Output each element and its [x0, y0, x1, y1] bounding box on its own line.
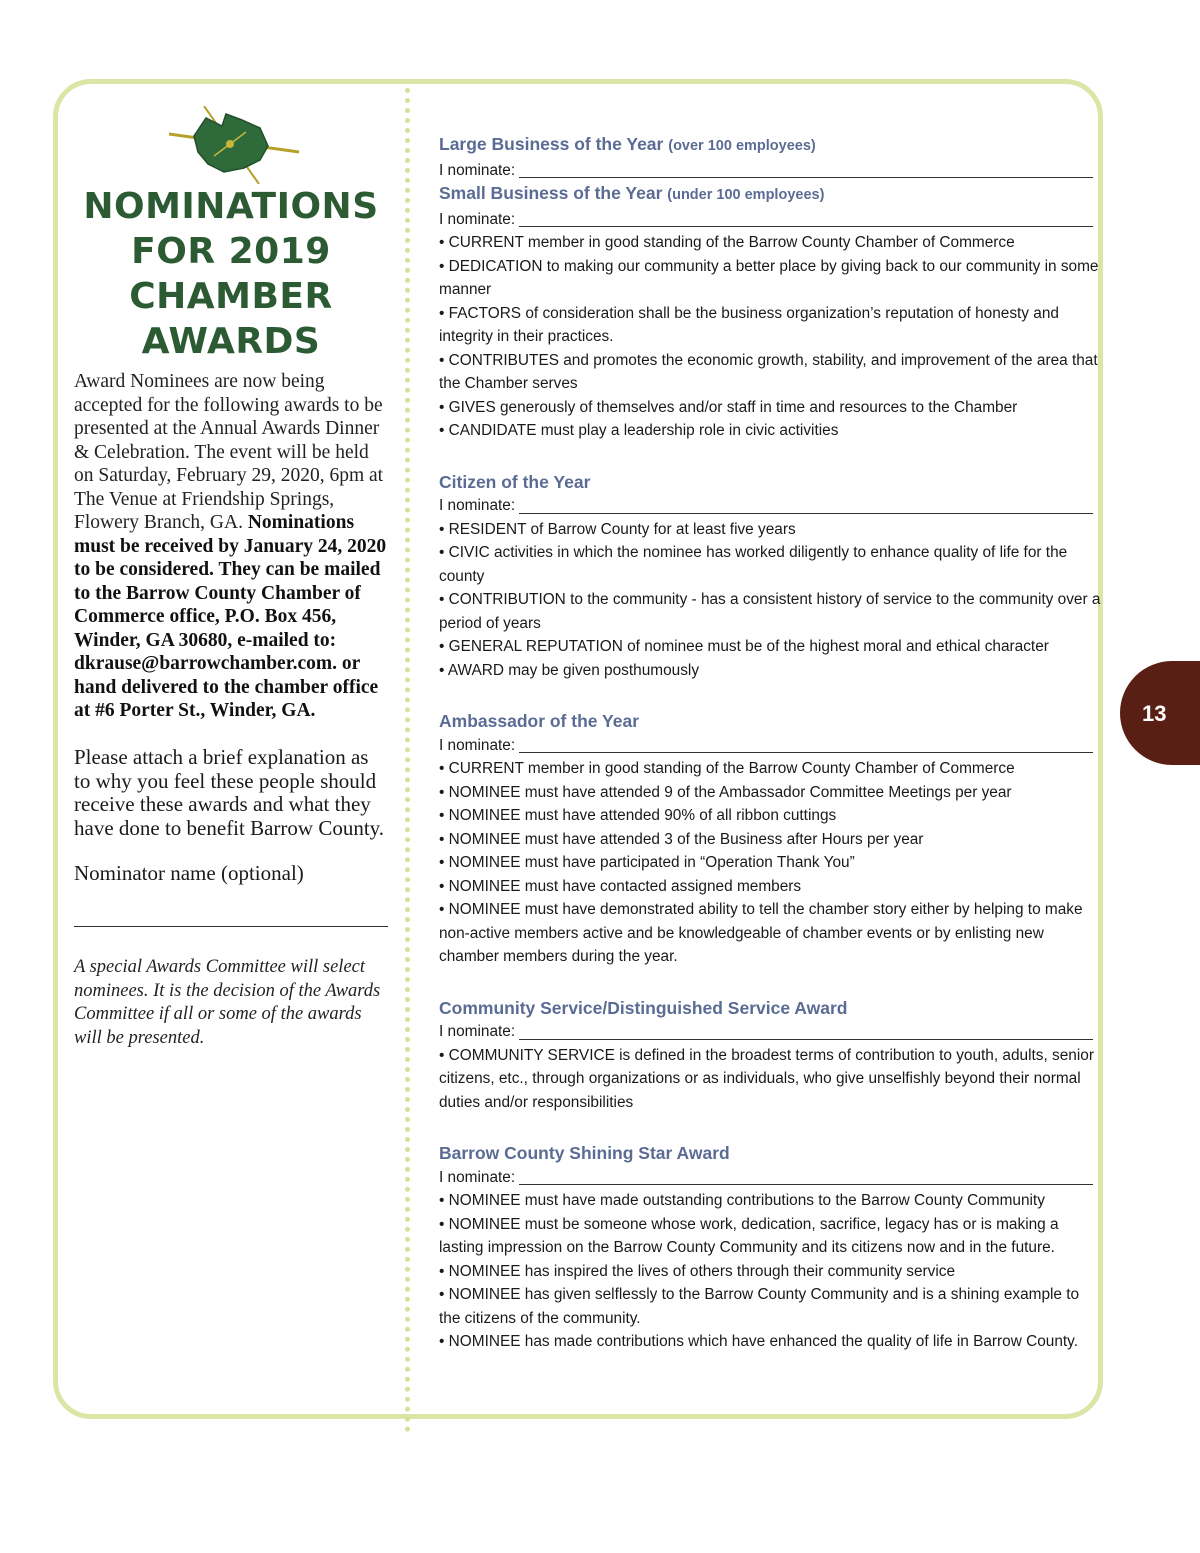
nominate-line	[519, 752, 1093, 753]
criteria-item: • GIVES generously of themselves and/or staff in time and resources to the Chamber	[439, 398, 1018, 416]
section-title-text: Citizen of the Year	[439, 471, 591, 492]
page-title: NOMINATIONS FOR 2019 CHAMBER AWARDS	[83, 186, 379, 362]
column-divider	[405, 88, 410, 1433]
criteria-item: • CURRENT member in good standing of the Barrow County Chamber of Commerce	[439, 234, 1015, 251]
nominate-field[interactable]	[439, 1166, 1093, 1190]
nominator-signature-line[interactable]	[74, 926, 388, 927]
section-gap	[439, 443, 1104, 471]
intro-paragraph	[74, 370, 390, 723]
criteria-item: • NOMINEE must have attended 9 of the Ambassador Committee Meetings per year	[439, 783, 1012, 801]
section-title-text: Large Business of the Year	[439, 134, 664, 154]
nominate-line	[519, 1039, 1093, 1040]
criteria-item: • NOMINEE has given selflessly to the Barrow County Community and is a shining example to the citizens of the community.	[439, 1286, 1080, 1327]
section-title	[439, 182, 1104, 208]
criteria-item: • NOMINEE must have participated in “Operation Thank You”	[439, 854, 855, 871]
award-section	[439, 997, 1104, 1115]
award-section	[439, 133, 1104, 182]
nominate-label: I nominate:	[439, 736, 516, 754]
criteria-item: • RESIDENT of Barrow County for at least five years	[439, 520, 796, 538]
section-title-text: Community Service/Distinguished Service Award	[439, 997, 848, 1018]
criteria-item: • FACTORS of consideration shall be the business organization’s reputation of honesty and integrity in their practices.	[439, 304, 1059, 345]
award-section	[439, 710, 1104, 969]
nominate-line	[519, 1184, 1093, 1185]
criteria-item: • NOMINEE must have attended 90% of all ribbon cuttings	[439, 807, 837, 824]
section-title-text: Small Business of the Year	[439, 183, 663, 203]
nominator-label: Nominator name (optional)	[74, 861, 304, 885]
criteria-item: • NOMINEE must have made outstanding contributions to the Barrow County Community	[439, 1192, 1045, 1209]
section-title	[439, 471, 1104, 495]
intro-deadline-text: Nominations must be received by January 24, 2020 to be considered. They can be mailed to the Barrow County Chamber of Commerce office, P.O. Box 456, Winder, GA 30680, e-mailed to: dkrause@barrowchamber.com. or hand delivered to the chamber office at #6 Porter St., Winder, GA.	[74, 512, 387, 721]
committee-note: A special Awards Committee will select nominees. It is the decision of the Awards Committee if all or some of the awards will be presented.	[74, 957, 381, 1048]
section-title-text: Barrow County Shining Star Award	[439, 1143, 730, 1163]
nominate-line	[519, 177, 1093, 178]
award-section	[439, 471, 1104, 683]
page-number-tab	[1120, 661, 1200, 765]
criteria-item: • NOMINEE has inspired the lives of others through their community service	[439, 1262, 956, 1280]
criteria-item: • DEDICATION to making our community a better place by giving back to our community in some manner	[439, 257, 1099, 298]
nominate-field[interactable]	[439, 494, 1093, 518]
right-column	[439, 133, 1104, 1354]
nominate-label: I nominate:	[439, 210, 516, 228]
criteria-item: • CIVIC activities in which the nominee has worked diligently to enhance quality of life for the county	[439, 544, 1068, 585]
nominate-line	[519, 226, 1093, 227]
nominate-field[interactable]	[439, 1020, 1093, 1044]
nominate-field[interactable]	[439, 159, 1093, 183]
nominate-label: I nominate:	[439, 1168, 516, 1186]
award-section	[439, 182, 1104, 443]
nominate-label: I nominate:	[439, 497, 516, 514]
county-map-logo-icon	[164, 106, 304, 184]
nominate-field[interactable]	[439, 734, 1093, 758]
section-title	[439, 710, 1104, 734]
section-title	[439, 997, 1104, 1021]
award-section	[439, 1142, 1104, 1354]
criteria-item: • CONTRIBUTION to the community - has a consistent history of service to the community over a period of years	[439, 591, 1101, 632]
section-title	[439, 1142, 1104, 1166]
section-gap	[439, 969, 1104, 997]
criteria-item: • CANDIDATE must play a leadership role in civic activities	[439, 422, 839, 439]
criteria-item: • CURRENT member in good standing of the Barrow County Chamber of Commerce	[439, 760, 1015, 777]
nominate-line	[519, 513, 1093, 514]
criteria-item: • GENERAL REPUTATION of nominee must be of the highest moral and ethical character	[439, 638, 1049, 655]
section-subtitle: (under 100 employees)	[667, 187, 825, 203]
nominate-field[interactable]	[439, 208, 1093, 232]
section-subtitle: (over 100 employees)	[668, 138, 816, 154]
page-number: 13	[1142, 701, 1167, 726]
criteria-item: • CONTRIBUTES and promotes the economic growth, stability, and improvement of the area that the Chamber serves	[439, 351, 1098, 392]
intro-text: Award Nominees are now being accepted for the following awards to be presented at the Annual Awards Dinner & Celebration. The event will be held on Saturday, February 29, 2020, 6pm at The Venue at Friendship Springs, Flowery Branch, GA.	[74, 371, 384, 533]
section-title-text: Ambassador of the Year	[439, 711, 640, 731]
criteria-item: • NOMINEE has made contributions which have enhanced the quality of life in Barrow County.	[439, 1333, 1079, 1350]
criteria-item: • NOMINEE must have demonstrated ability to tell the chamber story either by helping to make non-active members active and be knowledgeable of chamber events or by enlisting new chamber members during the year.	[439, 901, 1083, 965]
criteria-item: • NOMINEE must have contacted assigned members	[439, 877, 802, 895]
attach-instructions: Please attach a brief explanation as to why you feel these people should receive these awards and what they have done to benefit Barrow County.	[74, 745, 385, 840]
section-title	[439, 133, 1104, 159]
nominate-label: I nominate:	[439, 1023, 516, 1040]
section-gap	[439, 1114, 1104, 1142]
criteria-item: • COMMUNITY SERVICE is defined in the broadest terms of contribution to youth, adults, senior citizens, etc., through organizations or as individuals, who give unselfishly beyond their normal duties and/or responsibilities	[439, 1046, 1094, 1111]
section-gap	[439, 682, 1104, 710]
criteria-item: • NOMINEE must have attended 3 of the Business after Hours per year	[439, 830, 924, 848]
criteria-item: • AWARD may be given posthumously	[439, 661, 700, 679]
criteria-item: • NOMINEE must be someone whose work, dedication, sacrifice, legacy has or is making a lasting impression on the Barrow County Community and its citizens now and in the future.	[439, 1215, 1059, 1256]
nominate-label: I nominate:	[439, 161, 516, 179]
